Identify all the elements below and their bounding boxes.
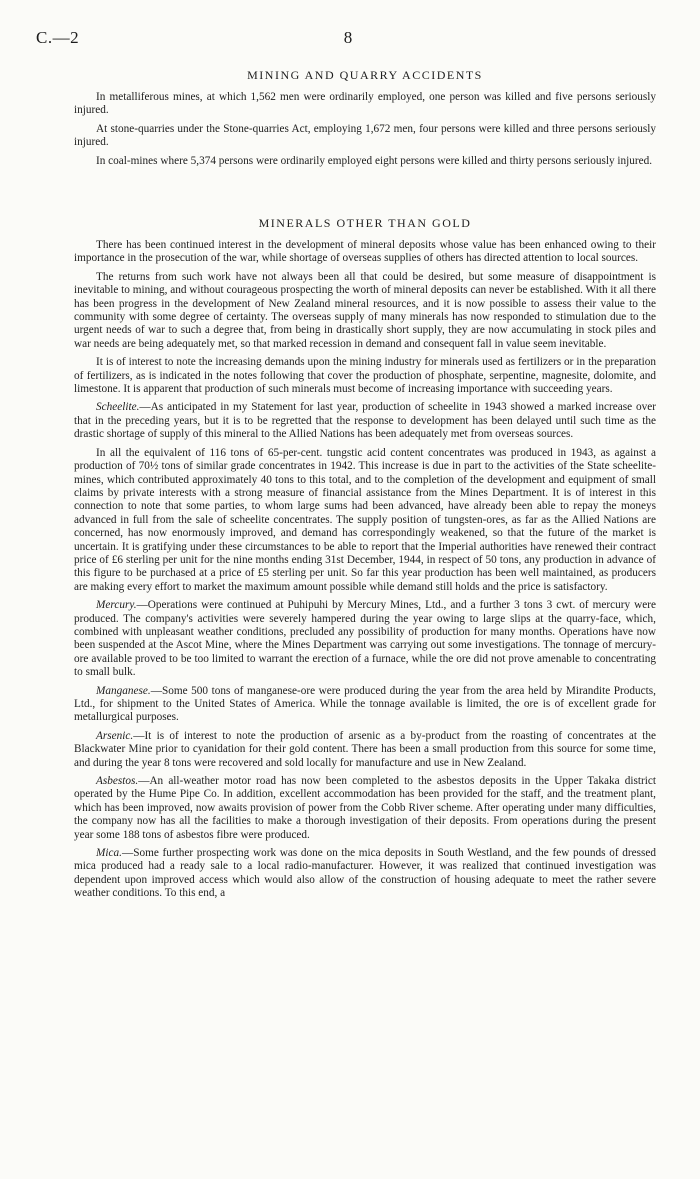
mercury-paragraph bbox=[74, 599, 656, 679]
arsenic-lead: Arsenic. bbox=[96, 729, 134, 742]
paragraph: It is of interest to note the increasing demands upon the mining industry for minerals used as fertilizers or in the preparation of fertilizers, as is indicated in the notes following that cover the production of phosphate, serpentine, magnesite, dolomite, and limestone. It is apparent that production of such minerals must become of increasing importance with succeeding years. bbox=[74, 356, 656, 396]
scheelite-paragraph bbox=[74, 401, 656, 441]
asbestos-text: —An all-weather motor road has now been completed to the asbestos deposits in the Upper Takaka district operated by the Hume Pipe Co. In addition, excellent accommodation has been provided for the staff, and the treatment plant, which has been improved, now awaits provision of power from the Cobb River scheme. After operating under many difficulties, the company now has all the facilities to make a thorough investigation of their deposits. From operations during the present year some 188 tons of asbestos fibre were produced. bbox=[74, 775, 656, 841]
minerals-other-than-gold-section bbox=[74, 216, 656, 906]
arsenic-paragraph bbox=[74, 730, 656, 770]
mining-accidents-section bbox=[74, 68, 656, 173]
paragraph: There has been continued interest in the development of mineral deposits whose value has been enhanced owing to their importance in the prosecution of the war, while shortage of overseas supplies of others has directed attention to local sources. bbox=[74, 239, 656, 265]
manganese-paragraph bbox=[74, 685, 656, 725]
asbestos-paragraph bbox=[74, 775, 656, 842]
paragraph: In metalliferous mines, at which 1,562 men were ordinarily employed, one person was killed and five persons seriously injured. bbox=[74, 91, 656, 117]
manganese-text: —Some 500 tons of manganese-ore were produced during the year from the area held by Mirandite Products, Ltd., for shipment to the United States of America. While the tonnage available is limited, the ore is of excellent grade for metallurgical purposes. bbox=[74, 684, 656, 724]
page-header bbox=[36, 28, 660, 50]
paragraph: At stone-quarries under the Stone-quarries Act, employing 1,672 men, four persons were killed and three persons seriously injured. bbox=[74, 122, 656, 149]
scheelite-lead: Scheelite. bbox=[96, 401, 140, 414]
arsenic-text: —It is of interest to note the production of arsenic as a by-product from the roasting of concentrates at the Blackwater Mine prior to cyanidation for their gold content. There has been a small production from this source for some time, and during the year 8 tons were recovered and sold locally for manufacture and use in New Zealand. bbox=[74, 729, 656, 769]
paragraph: The returns from such work have not always been all that could be desired, but some measure of disappointment is inevitable to mining, and without courageous prospecting the worth of mineral deposits can never be established. With it all there has been progress in the development of New Zealand mineral resources, and it is now possible to assess their value to the community with some degree of certainty. The overseas supply of many minerals has now responded to stimulation due to the urgent needs of war to such a degree that, from being in drastically short supply, they are now accumulating in stock piles and war needs are being adequately met, so that marked recession in demand and consequent fall in value seem inevitable. bbox=[74, 270, 657, 350]
section-heading: MINERALS OTHER THAN GOLD bbox=[258, 216, 472, 230]
section-heading: MINING AND QUARRY ACCIDENTS bbox=[247, 68, 483, 82]
page-number: 8 bbox=[343, 28, 353, 47]
document-code: C.—2 bbox=[36, 28, 80, 47]
paragraph: In coal-mines where 5,374 persons were ordinarily employed eight persons were killed and thirty persons seriously injured. bbox=[96, 154, 653, 167]
scheelite-paragraph-2: In all the equivalent of 116 tons of 65-per-cent. tungstic acid content concentrates was produced in 1943, as against a production of 70½ tons of similar grade concentrates in 1942. This increase is due in part to the activities of the State scheelite-mines, which contributed approximately 40 tons to this total, and to the completion of the development and equipment of small claims by private interests with a strong measure of financial assistance from the Mines Department. It is of interest in this connection to note that some parties, to whom large sums had been advanced, have already been able to repay the moneys advanced in full from the sale of scheelite concentrates. The supply position of tungsten-ores, as far as the Allied Nations are concerned, has now enormously improved, and demand has correspondingly weakened, so that the future of the market is uncertain. It is gratifying under these circumstances to be able to report that the Imperial authorities have renewed their contract price of £6 sterling per unit for the nine months ending 31st December, 1944, in respect of 50 tons, any production in advance of this figure to be purchased at a price of £5 sterling per unit. So far this year production has been well maintained, as producers are making every effort to market the maximum amount possible while demand still holds and the price is satisfactory. bbox=[74, 446, 656, 593]
mica-paragraph bbox=[74, 847, 656, 901]
asbestos-lead: Asbestos. bbox=[96, 775, 139, 788]
mercury-text: —Operations were continued at Puhipuhi by Mercury Mines, Ltd., and a further 3 tons 3 cwt. of mercury were produced. The company's activities were severely hampered during the year owing to large slips at the quarry-face, which, combined with unpleasant weather conditions, precluded any possibility of production for many months. Operations have now been suspended at the Ascot Mine, where the Mines Department was carrying out some investigations. The tonnage of mercury-ore available proved to be too limited to warrant the erection of a furnace, while the ore did not prove amenable to concentrating to small bulk. bbox=[74, 599, 656, 679]
manganese-lead: Manganese. bbox=[96, 684, 151, 697]
scheelite-text: —As anticipated in my Statement for last year, production of scheelite in 1943 showed a marked increase over that in the preceding years, but it is to be regretted that the response to development has been delayed until such time as the drastic shortage of supply of this mineral to the Allied Nations has been adequately met from overseas sources. bbox=[74, 401, 656, 441]
mica-text: —Some further prospecting work was done on the mica deposits in South Westland, and the few pounds of dressed mica produced had a ready sale to a local radio-manufacturer. However, it was realized that continued investigation was dependent upon improved access which would also allow of the construction of housing adequate to meet the rather severe weather conditions. To this end, a bbox=[74, 847, 656, 900]
mica-lead: Mica. bbox=[96, 847, 122, 860]
mercury-lead: Mercury. bbox=[96, 599, 137, 612]
